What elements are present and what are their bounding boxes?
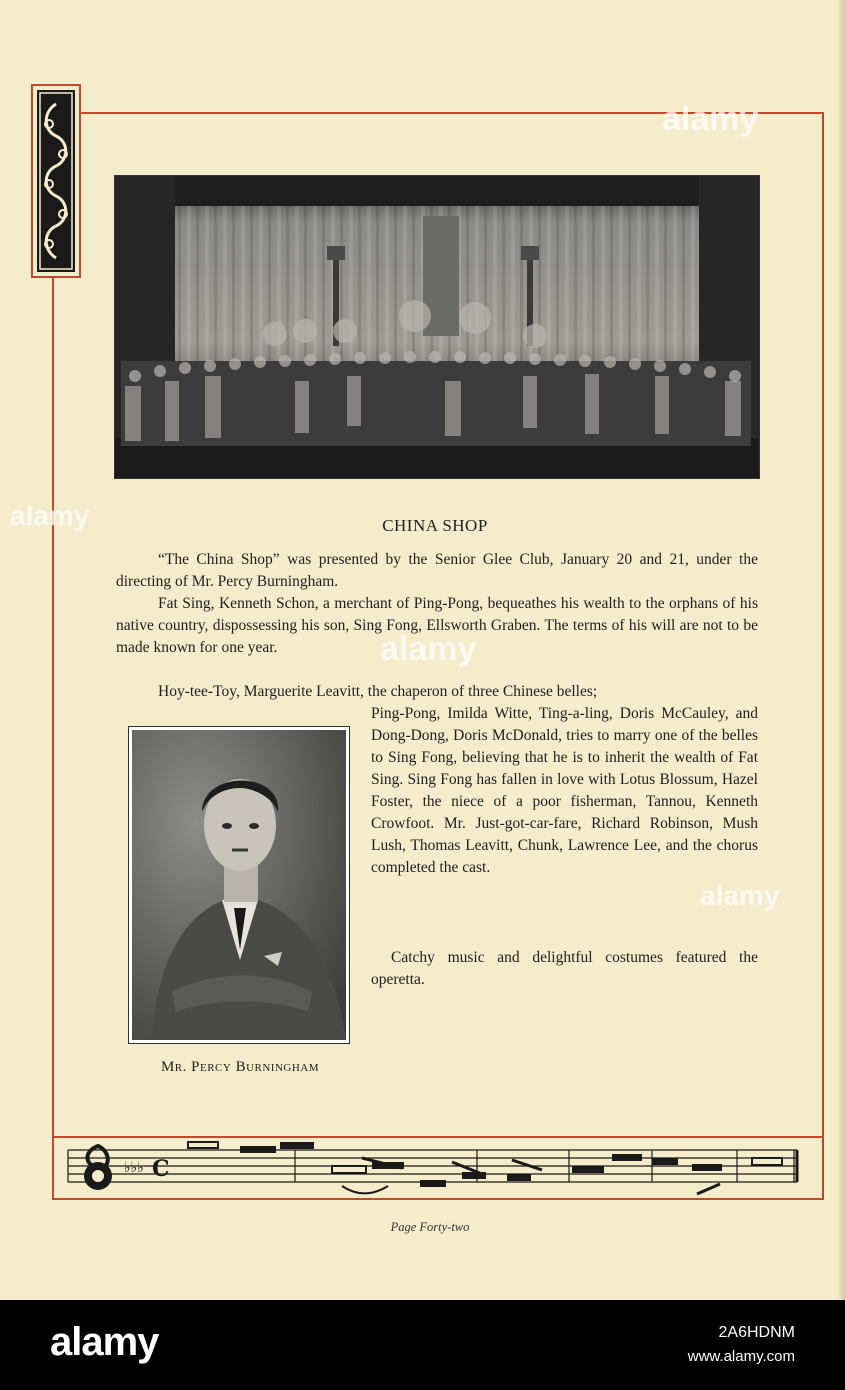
portrait-caption: Mr. Percy Burningham	[160, 1059, 320, 1075]
article-paragraph-lead: Hoy-tee-Toy, Marguerite Leavitt, the chaperon of three Chinese belles;	[158, 683, 598, 700]
article-paragraph: Catchy music and delightful costumes featured the operetta.	[371, 949, 758, 988]
stock-footer-bar	[0, 1300, 845, 1390]
watermark-text: alamy	[700, 880, 780, 911]
site-url[interactable]: www.alamy.com	[687, 1348, 795, 1365]
scroll-ornament-icon	[37, 90, 75, 272]
article-paragraph: “The China Shop” was presented by the Senior Glee Club, January 20 and 21, under the directing of Mr. Percy Burningham.	[116, 551, 758, 590]
watermark-text: alamy	[662, 100, 759, 138]
article-title: CHINA SHOP	[382, 516, 488, 535]
watermark-text: alamy	[380, 630, 477, 668]
article-paragraph-continued: Ping-Pong, Imilda Witte, Ting-a-ling, Doris McCauley, and Dong-Dong, Doris McDonald, tries to marry one of the belles to Sing Fong, believing that he is to inherit the wealth of Fat Sing. Sing Fong has fallen in love with Lotus Blossum, Hazel Foster, the niece of a poor fisherman, Tannou, Kenneth Crowfoot. Mr. Just-got-car-fare, Richard Robinson, Mush Lush, Thomas Leavitt, Chunk, Lawrence Lee, and the chorus completed the cast.	[371, 705, 758, 876]
corner-ornament	[31, 84, 81, 278]
alamy-logo: alamy	[50, 1320, 159, 1364]
article-paragraph: Fat Sing, Kenneth Schon, a merchant of Ping-Pong, bequeathes his wealth to the orphans of his native country, dispossessing his son, Sing Fong, Ellsworth Graben. The terms of his will are not to be made known for one year.	[116, 595, 758, 656]
svg-text:C: C	[152, 1156, 170, 1182]
music-staff-decoration	[52, 1136, 824, 1200]
portrait-photo	[128, 726, 350, 1044]
svg-text:♭♭♭: ♭♭♭	[124, 1160, 144, 1176]
stage-cast-photo	[114, 175, 760, 479]
watermark-text: alamy	[10, 500, 90, 531]
treble-clef-icon	[84, 1146, 112, 1190]
page-number: Page Forty-two	[390, 1220, 470, 1234]
image-id: 2A6HDNM	[718, 1324, 795, 1341]
